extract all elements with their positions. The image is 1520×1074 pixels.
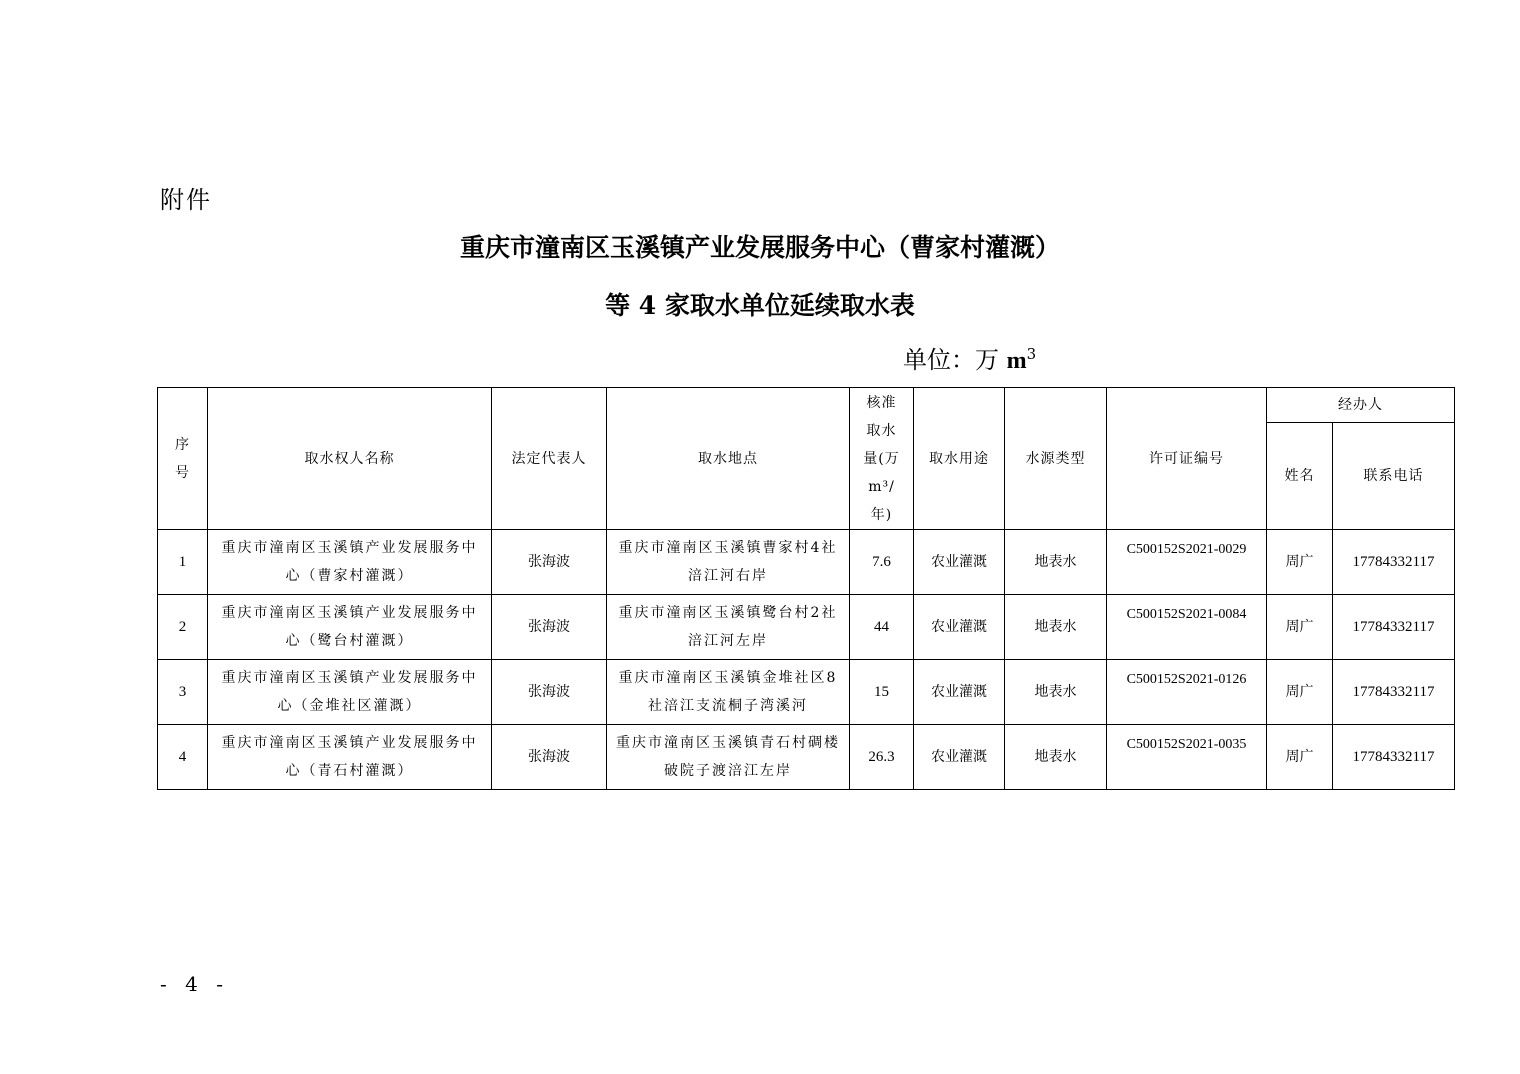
cell-source: 地表水 [1005, 725, 1107, 790]
cell-license: C500152S2021-0035 [1107, 725, 1267, 790]
cell-legal-rep: 张海波 [492, 595, 607, 660]
table-row [158, 660, 1455, 725]
cell-handler-name: 周广 [1267, 595, 1333, 660]
cell-license: C500152S2021-0084 [1107, 595, 1267, 660]
header-quantity: 核准 取水 量(万 m³/ 年) [850, 388, 914, 530]
header-legal-rep: 法定代表人 [492, 388, 607, 530]
header-license: 许可证编号 [1107, 388, 1267, 530]
cell-quantity: 15 [850, 660, 914, 725]
cell-source: 地表水 [1005, 660, 1107, 725]
table-row [158, 530, 1455, 595]
cell-owner: 重庆市潼南区玉溪镇产业发展服务中心（青石村灌溉） [208, 725, 492, 790]
cell-location: 重庆市潼南区玉溪镇曹家村4社涪江河右岸 [607, 530, 850, 595]
cell-handler-name: 周广 [1267, 660, 1333, 725]
table-row [158, 725, 1455, 790]
header-location: 取水地点 [607, 388, 850, 530]
cell-seq: 2 [158, 595, 208, 660]
cell-use: 农业灌溉 [914, 595, 1005, 660]
cell-legal-rep: 张海波 [492, 660, 607, 725]
cell-quantity: 26.3 [850, 725, 914, 790]
cell-owner: 重庆市潼南区玉溪镇产业发展服务中心（曹家村灌溉） [208, 530, 492, 595]
cell-use: 农业灌溉 [914, 530, 1005, 595]
header-use: 取水用途 [914, 388, 1005, 530]
cell-license: C500152S2021-0029 [1107, 530, 1267, 595]
cell-seq: 4 [158, 725, 208, 790]
header-source: 水源类型 [1005, 388, 1107, 530]
cell-owner: 重庆市潼南区玉溪镇产业发展服务中心（金堆社区灌溉） [208, 660, 492, 725]
cell-quantity: 44 [850, 595, 914, 660]
document-title-line2: 等 4 家取水单位延续取水表 [605, 291, 915, 320]
cell-use: 农业灌溉 [914, 660, 1005, 725]
header-handler-phone: 联系电话 [1333, 423, 1455, 530]
cell-location: 重庆市潼南区玉溪镇青石村碉楼破院子渡涪江左岸 [607, 725, 850, 790]
cell-handler-name: 周广 [1267, 725, 1333, 790]
header-owner: 取水权人名称 [208, 388, 492, 530]
header-row-1 [158, 388, 1455, 423]
cell-license: C500152S2021-0126 [1107, 660, 1267, 725]
cell-handler-phone: 17784332117 [1333, 595, 1455, 660]
cell-seq: 1 [158, 530, 208, 595]
attachment-label: 附件 [160, 186, 212, 214]
page-number: - 4 - [160, 972, 229, 996]
header-seq: 序 号 [158, 388, 208, 530]
cell-handler-phone: 17784332117 [1333, 725, 1455, 790]
cell-quantity: 7.6 [850, 530, 914, 595]
cell-seq: 3 [158, 660, 208, 725]
cell-handler-phone: 17784332117 [1333, 530, 1455, 595]
cell-handler-name: 周广 [1267, 530, 1333, 595]
cell-use: 农业灌溉 [914, 725, 1005, 790]
cell-location: 重庆市潼南区玉溪镇金堆社区8社涪江支流桐子湾溪河 [607, 660, 850, 725]
cell-owner: 重庆市潼南区玉溪镇产业发展服务中心（鹭台村灌溉） [208, 595, 492, 660]
unit-prefix: 单位：万 [903, 346, 999, 374]
cell-source: 地表水 [1005, 595, 1107, 660]
unit-sup: 3 [1026, 345, 1037, 363]
unit-bold: m [1006, 348, 1027, 374]
table-body [158, 530, 1455, 790]
cell-legal-rep: 张海波 [492, 530, 607, 595]
cell-source: 地表水 [1005, 530, 1107, 595]
cell-handler-phone: 17784332117 [1333, 660, 1455, 725]
cell-legal-rep: 张海波 [492, 725, 607, 790]
header-handler: 经办人 [1267, 388, 1455, 423]
header-handler-name: 姓名 [1267, 423, 1333, 530]
water-permit-table [157, 387, 1455, 790]
document-title-line1: 重庆市潼南区玉溪镇产业发展服务中心（曹家村灌溉） [459, 233, 1060, 262]
table-row [158, 595, 1455, 660]
cell-location: 重庆市潼南区玉溪镇鹭台村2社涪江河左岸 [607, 595, 850, 660]
unit-label [903, 340, 1036, 375]
